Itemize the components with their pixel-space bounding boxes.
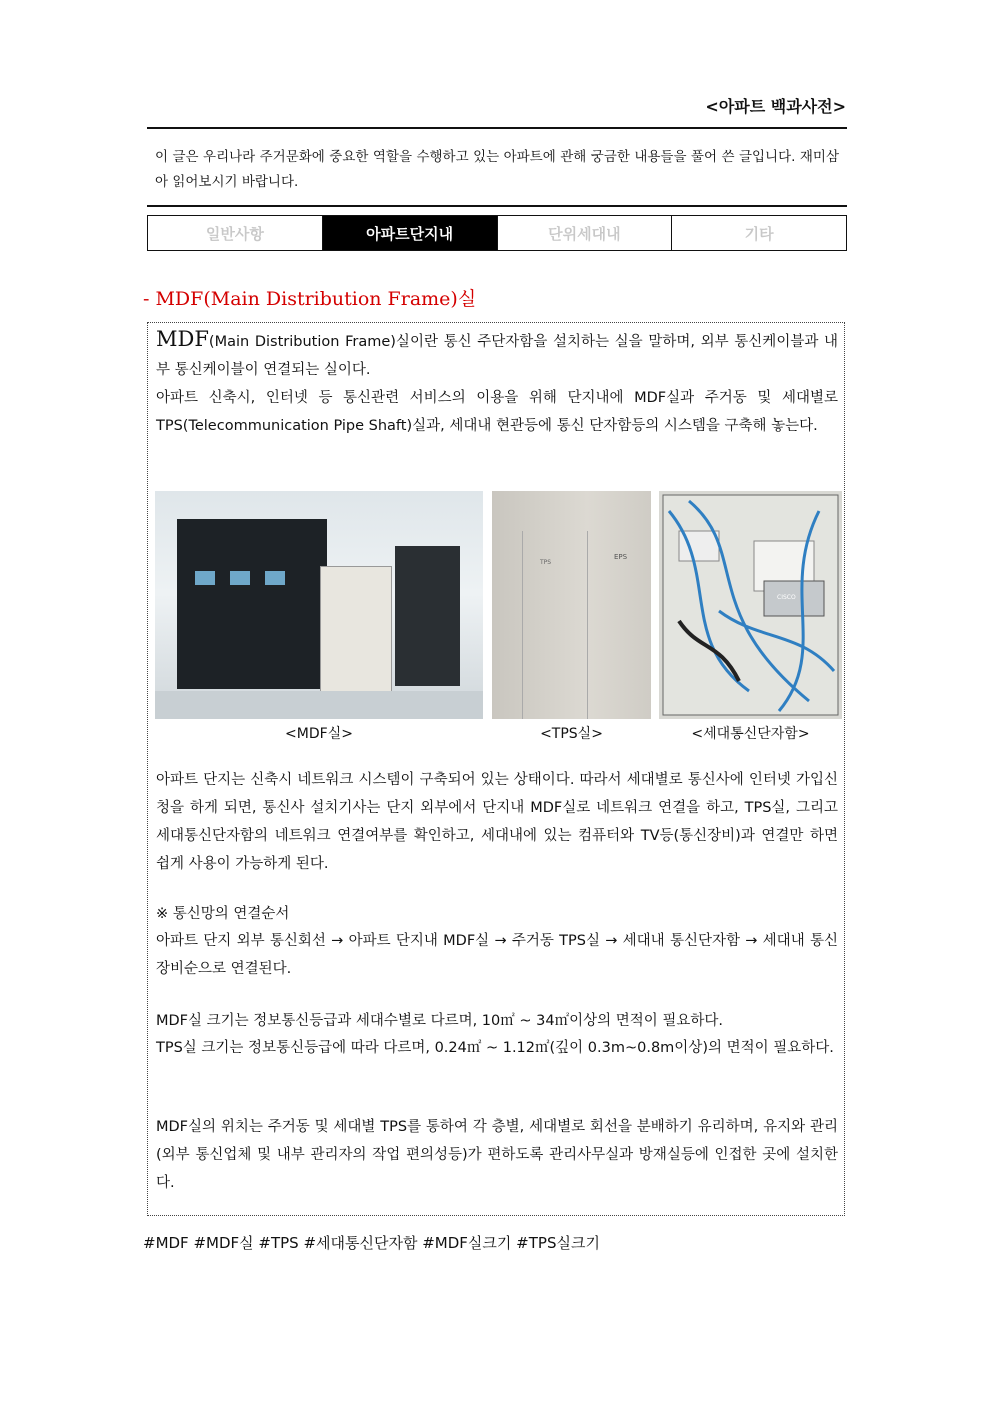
definition-text: (Main Distribution Frame)실이란 통신 주단자함을 설치하는 실을 말하며, 외부 통신케이블과 내부 통신케이블이 연결되는 실이다. bbox=[156, 334, 838, 378]
tab-general[interactable]: 일반사항 bbox=[148, 216, 323, 250]
paragraph-system: 아파트 신축시, 인터넷 등 통신관련 서비스의 이용을 위해 단지내에 MDF실과 주거동 및 세대별로 TPS(Telecommunication Pipe Shaft)실과, 세대내 현관등에 통신 단자함등의 시스템을 구축해 놓는다. bbox=[156, 390, 838, 434]
mdf-room-photo bbox=[155, 491, 483, 719]
note-title: ※ 통신망의 연결순서 bbox=[156, 906, 290, 922]
category-tabs bbox=[147, 215, 847, 251]
intro-text: 이 글은 우리나라 주거문화에 중요한 역할을 수행하고 있는 아파트에 관해 궁금한 내용들을 풀어 쓴 글입니다. 재미삼아 읽어보시기 바랍니다. bbox=[155, 149, 839, 190]
caption-tps: <TPS실> bbox=[540, 726, 603, 742]
tab-unit[interactable]: 단위세대내 bbox=[498, 216, 673, 250]
paragraph-location: MDF실의 위치는 주거동 및 세대별 TPS를 통하여 각 층별, 세대별로 회선을 분배하기 유리하며, 유지와 관리(외부 통신업체 및 내부 관리자의 작업 편의성등)가 편하도록 관리사무실과 방재실등에 인접한 곳에 설치한다. bbox=[156, 1119, 838, 1191]
document-title: <아파트 백과사전> bbox=[705, 97, 846, 116]
divider bbox=[147, 127, 847, 129]
caption-terminal-box: <세대통신단자함> bbox=[691, 726, 810, 742]
note-body: 아파트 단지 외부 통신회선 → 아파트 단지내 MDF실 → 주거동 TPS실 → 세대내 통신단자함 → 세대내 통신장비순으로 연결된다. bbox=[156, 933, 838, 977]
caption-mdf: <MDF실> bbox=[285, 726, 353, 742]
network-cables-illustration bbox=[659, 491, 842, 719]
tps-room-photo bbox=[492, 491, 651, 719]
paragraph-mdf-size: MDF실 크기는 정보통신등급과 세대수별로 다르며, 10㎡ ~ 34㎡이상의 면적이 필요하다. bbox=[156, 1013, 723, 1029]
cisco-label: CISCO bbox=[777, 594, 796, 601]
divider bbox=[147, 205, 847, 207]
content-box bbox=[147, 322, 845, 1216]
paragraph-definition bbox=[156, 325, 838, 384]
paragraph-tps-size: TPS실 크기는 정보통신등급에 따라 다르며, 0.24㎡ ~ 1.12㎡(깊이 0.3m~0.8m이상)의 면적이 필요하다. bbox=[156, 1040, 834, 1056]
paragraph-network: 아파트 단지는 신축시 네트워크 시스템이 구축되어 있는 상태이다. 따라서 세대별로 통신사에 인터넷 가입신청을 하게 되면, 통신사 설치기사는 단지 외부에서 단지내 MDF실로 네트워크 연결을 하고, TPS실, 그리고 세대통신단자함의 네트워크 연결여부를 확인하고, 세대내에 있는 컴퓨터와 TV등(통신장비)과 연결만 하면 쉽게 사용이 가능하게 된다. bbox=[156, 772, 838, 872]
unit-terminal-box-photo bbox=[659, 491, 842, 719]
mdf-lead: MDF bbox=[156, 327, 209, 351]
tab-apartment-complex[interactable]: 아파트단지내 bbox=[323, 216, 498, 250]
hashtags: #MDF #MDF실 #TPS #세대통신단자함 #MDF실크기 #TPS실크기 bbox=[143, 1234, 600, 1252]
tps-door-label: TPS bbox=[540, 559, 552, 566]
eps-door-label: EPS bbox=[614, 553, 628, 561]
section-title: - MDF(Main Distribution Frame)실 bbox=[143, 288, 477, 310]
tab-other[interactable]: 기타 bbox=[744, 224, 774, 243]
